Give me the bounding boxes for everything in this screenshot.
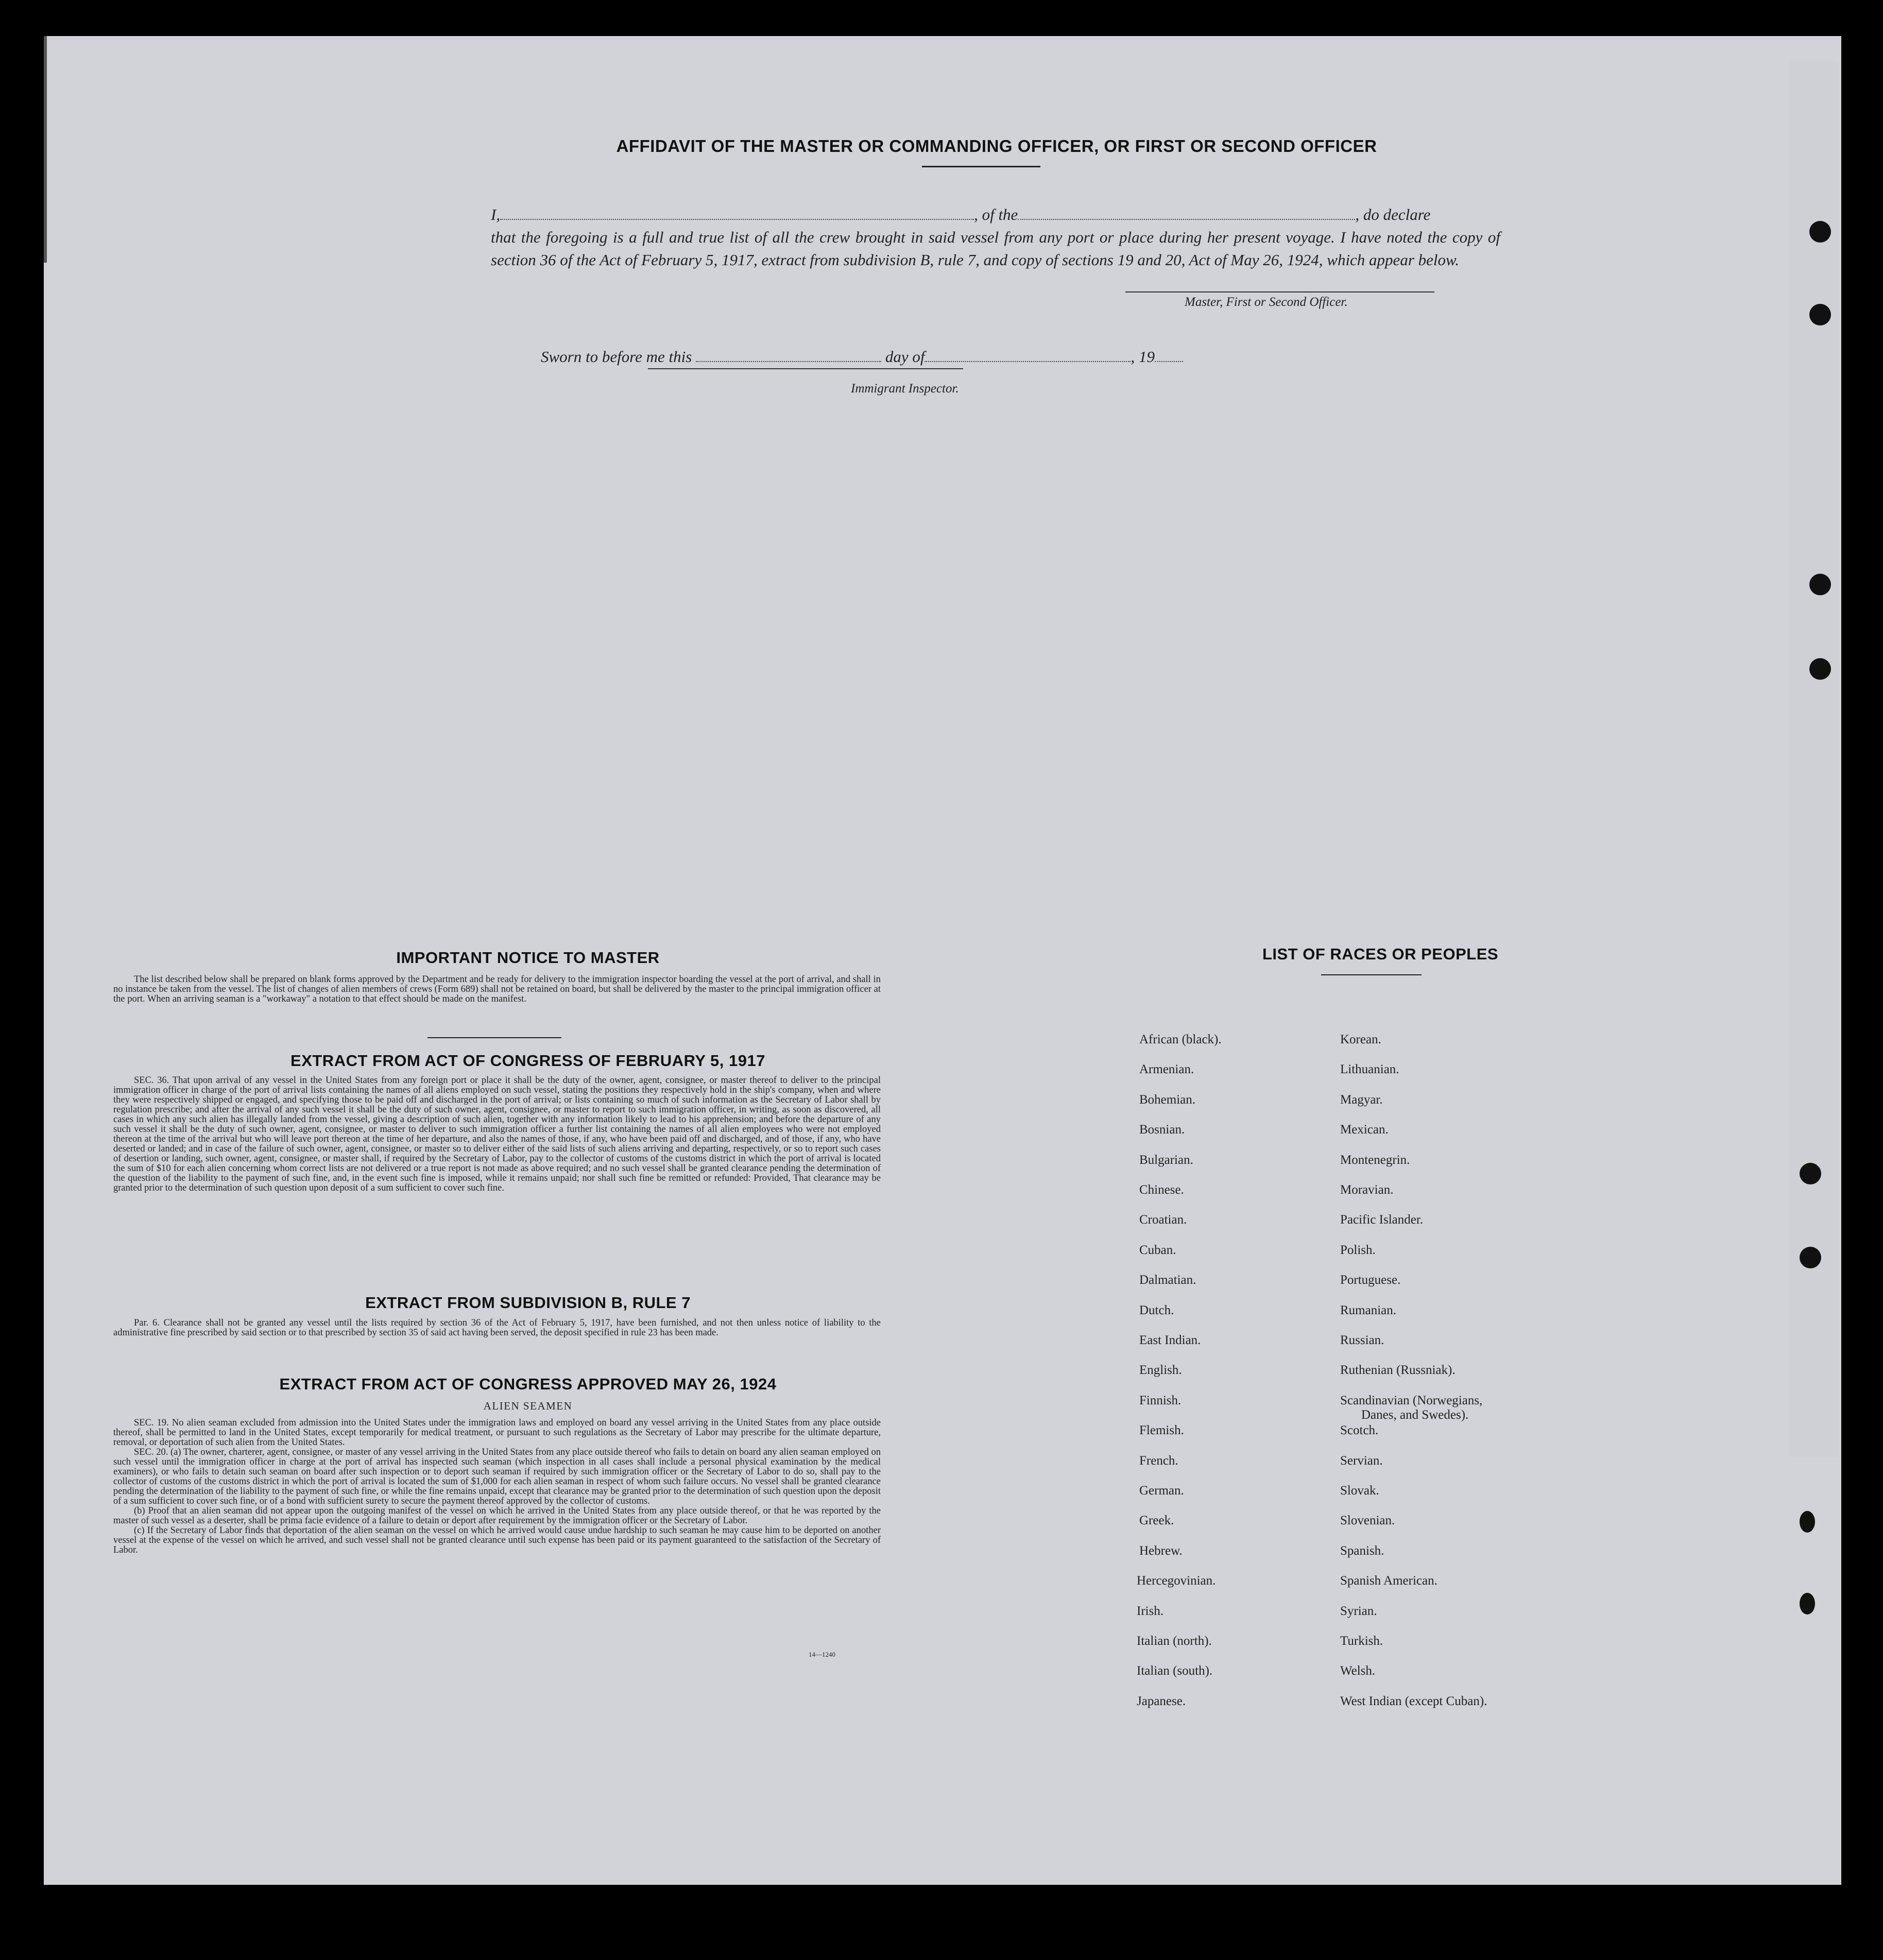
- race-item: East Indian.: [1139, 1333, 1201, 1347]
- name-blank: [500, 209, 974, 220]
- race-item: Bulgarian.: [1139, 1153, 1193, 1167]
- races-rule: [1321, 974, 1422, 975]
- sworn-day-of: day of: [885, 348, 925, 366]
- extract-1924-body: [113, 1418, 881, 1555]
- binding-hole: [1800, 1511, 1815, 1533]
- alien-seamen-subtitle: ALIEN SEAMEN: [483, 1400, 573, 1412]
- race-item: Russian.: [1340, 1333, 1384, 1347]
- sworn-year: , 19: [1131, 348, 1155, 366]
- notice-paragraph: The list described below shall be prepared on blank forms approved by the Department and be ready for delivery to the immigration inspector boarding the vessel at the port of arrival, and shall in no instance be taken from the vessel. The list of changes of alien members of crews (Form 689) shall not be retained on board, but shall be delivered by the master to the principal immigration officer at the port. When an arriving seaman is a "workaway" a notation to that effect should be made on the manifest.: [113, 974, 881, 1004]
- race-item: Montenegrin.: [1340, 1153, 1410, 1167]
- race-item: Italian (north).: [1137, 1634, 1212, 1648]
- race-item: Finnish.: [1139, 1393, 1182, 1407]
- section-rule: [427, 1037, 561, 1038]
- race-item: Chinese.: [1139, 1183, 1184, 1197]
- race-item: Greek.: [1139, 1514, 1174, 1528]
- race-item: Pacific Islander.: [1340, 1213, 1424, 1227]
- inspector-caption: Immigrant Inspector.: [851, 382, 959, 396]
- race-item: Mexican.: [1340, 1123, 1389, 1137]
- binding-hole: [1809, 658, 1831, 680]
- sworn-line: [541, 348, 1183, 366]
- race-item: Hercegovinian.: [1137, 1574, 1216, 1588]
- sec-20b-paragraph: (b) Proof that an alien seaman did not appear upon the outgoing manifest of the vessel on which he arrived in the United States from any place outside thereof, or that he was reported by the master of such vessel as a deserter, shall be prima facie evidence of a failure to detain or deport after requirement by the immigration officer or the Secretary of Labor.: [113, 1506, 881, 1526]
- declaration-i: I,: [491, 205, 501, 223]
- page-fold-shadow: [44, 36, 47, 263]
- binding-hole: [1809, 304, 1831, 325]
- race-item: Croatian.: [1139, 1213, 1187, 1227]
- race-item: Portuguese.: [1340, 1273, 1401, 1287]
- sec-36-paragraph: SEC. 36. That upon arrival of any vessel in the United States from any foreign port or place it shall be the duty of the owner, agent, consignee, or master thereof to deliver to the principal immigration officer in charge of the port of arrival lists containing the names of all aliens employed on such vessel, stating the positions they respectively hold in the ship's company, when and where they were respectively shipped or engaged, and specifying those to be paid off and discharged in the port of arrival; or lists containing so much of such information as the Secretary of Labor shall by regulation prescribe; and after the arrival of any such vessel it shall be the duty of such owner, agent, consignee, or master to report to such immigration officer, in writing, as soon as discovered, all cases in which any such alien has illegally landed from the vessel, giving a description of such alien, together with any information likely to lead to his apprehension; and before the departure of any such vessel it shall be the duty of such owner, agent, consignee, or master to deliver to such immigration officer a further list containing the names of all alien employees who were not employed thereon at the time of the arrival but who will leave port thereon at the time of her departure, and also the names of those, if any, who have been paid off and discharged, and of those, if any, who have deserted or landed; and in case of the failure of such owner, agent, consignee, or master so to deliver either of the said lists of such aliens arriving and departing, respectively, or so to report such cases of desertion or landing, such owner, agent, consignee, or master shall, if required by the Secretary of Labor, pay to the collector of customs of the customs district in which the port of arrival is located the sum of $10 for each alien concerning whom correct lists are not delivered or a true report is not made as above required; and no such vessel shall be granted clearance pending the determination of the question of the liability to the payment of such fine, and, in the event such fine is imposed, while it remains unpaid; nor shall such fine be remitted or refunded: Provided, That clearance may be granted prior to the determination of such question upon deposit of a sum sufficient to cover such fine.: [113, 1075, 881, 1193]
- binding-hole: [1809, 574, 1831, 595]
- title-rule: [922, 166, 1040, 167]
- vessel-blank: [1018, 209, 1355, 220]
- binding-hole: [1800, 1593, 1815, 1614]
- declaration-do-declare: , do declare: [1355, 205, 1431, 223]
- race-item: Rumanian.: [1340, 1303, 1397, 1317]
- race-item: Syrian.: [1340, 1604, 1377, 1618]
- race-item: African (black).: [1139, 1033, 1222, 1046]
- affidavit-declaration: [491, 203, 1500, 271]
- race-item: English.: [1139, 1363, 1182, 1378]
- extract-rule7-title: EXTRACT FROM SUBDIVISION B, RULE 7: [365, 1294, 691, 1312]
- race-item: Bosnian.: [1139, 1123, 1185, 1137]
- race-item: Italian (south).: [1137, 1664, 1213, 1678]
- form-code: 14—1240: [809, 1650, 835, 1658]
- race-item: Cuban.: [1139, 1243, 1176, 1257]
- extract-1924-title: EXTRACT FROM ACT OF CONGRESS APPROVED MAY 26, 1924: [279, 1375, 777, 1393]
- race-item: Moravian.: [1340, 1183, 1394, 1197]
- master-caption: Master, First or Second Officer.: [1185, 295, 1348, 309]
- extract-rule7-body: [113, 1318, 881, 1338]
- race-item: Polish.: [1340, 1243, 1376, 1257]
- sec-20a-paragraph: SEC. 20. (a) The owner, charterer, agent, consignee, or master of any vessel arriving in the United States from any place outside thereof who fails to detain on board any alien seaman employed on such vessel until the immigration officer in charge at the port of arrival has inspected such seaman (which inspection in all cases shall include a personal physical examination by the medical examiners), or who fails to detain such seaman on board after such inspection or to deport such seaman if required by such immigration officer or the Secretary of Labor to do so, shall pay to the collector of customs of the customs district in which the port of arrival is located the sum of $1,000 for each alien seaman in respect of whom such failure occurs. No vessel shall be granted clearance pending the determination of the liability to the payment of such fine, or while the fine remains unpaid, except that clearance may be granted prior to the determination of such question upon the deposit of a sum sufficient to cover such fine, or of a bond with sufficient surety to secure the payment thereof approved by the collector of customs.: [113, 1447, 881, 1506]
- race-item: German.: [1139, 1484, 1184, 1498]
- race-item: Dalmatian.: [1139, 1273, 1196, 1287]
- race-item: Lithuanian.: [1340, 1062, 1399, 1077]
- par-6-paragraph: Par. 6. Clearance shall not be granted any vessel until the lists required by section 36 of the Act of February 5, 1917, have been furnished, and not then unless notice of liability to the administrative fine prescribed by said section or to that prescribed by section 35 of said act having been served, the deposit specified in rule 23 has been made.: [113, 1318, 881, 1338]
- master-signature-line: [1125, 291, 1434, 293]
- sworn-year-blank: [1155, 351, 1183, 362]
- notice-body: [113, 975, 881, 1004]
- races-title: LIST OF RACES OR PEOPLES: [1262, 945, 1499, 963]
- sec-19-paragraph: SEC. 19. No alien seaman excluded from admission into the United States under the immigration laws and employed on board any vessel arriving in the United States from any place outside thereof, shall be permitted to land in the United States, except temporarily for medical treatment, or pursuant to such regulations as the Secretary of Labor may prescribe for the ultimate departure, removal, or deportation of such alien from the United States.: [113, 1418, 881, 1448]
- race-item: Spanish American.: [1340, 1574, 1437, 1588]
- race-item: Bohemian.: [1139, 1092, 1196, 1107]
- sec-20c-paragraph: (c) If the Secretary of Labor finds that deportation of the alien seaman on the vessel on which he arrived would cause undue hardship to such seaman he may cause him to be deported on another vessel at the expense of the vessel on which he arrived, and such vessel shall not be granted clearance until such expense has been paid or its payment guaranteed to the satisfaction of the Secretary of Labor.: [113, 1525, 881, 1555]
- extract-1917-body: [113, 1076, 881, 1193]
- extract-1917-title: EXTRACT FROM ACT OF CONGRESS OF FEBRUARY 5, 1917: [290, 1052, 765, 1070]
- binding-hole: [1800, 1163, 1821, 1184]
- race-item: Korean.: [1340, 1033, 1381, 1046]
- binding-hole: [1809, 221, 1831, 243]
- race-item: Ruthenian (Russniak).: [1340, 1363, 1456, 1378]
- race-item: Spanish.: [1340, 1543, 1384, 1558]
- notice-title: IMPORTANT NOTICE TO MASTER: [396, 949, 660, 967]
- race-item: Servian.: [1340, 1453, 1383, 1468]
- affidavit-title: AFFIDAVIT OF THE MASTER OR COMMANDING OFFICER, OR FIRST OR SECOND OFFICER: [616, 136, 1377, 156]
- race-item: Flemish.: [1139, 1423, 1184, 1438]
- sworn-month-blank: [925, 351, 1131, 362]
- race-item: Scandinavian (Norwegians,: [1340, 1393, 1483, 1407]
- sworn-date-blank: [696, 351, 881, 362]
- race-item: Irish.: [1137, 1604, 1164, 1618]
- sworn-prefix: Sworn to before me this: [541, 348, 692, 366]
- race-item: Magyar.: [1340, 1092, 1383, 1107]
- inspector-signature-line: [648, 368, 963, 369]
- document-page: [44, 36, 1841, 1885]
- race-item: Hebrew.: [1139, 1543, 1183, 1558]
- binding-hole: [1800, 1247, 1821, 1268]
- race-item: West Indian (except Cuban).: [1340, 1694, 1487, 1708]
- race-item: Dutch.: [1139, 1303, 1174, 1317]
- race-item: Danes, and Swedes).: [1361, 1407, 1469, 1422]
- race-item: Slovenian.: [1340, 1514, 1395, 1528]
- race-item: Slovak.: [1340, 1484, 1379, 1498]
- race-item: Welsh.: [1340, 1664, 1376, 1678]
- race-item: Turkish.: [1340, 1634, 1383, 1648]
- race-item: Japanese.: [1137, 1694, 1186, 1708]
- declaration-body: that the foregoing is a full and true list of all the crew brought in said vessel from any port or place during her present voyage. I have noted the copy of section 36 of the Act of February 5, 1917, extract from subdivision B, rule 7, and copy of sections 19 and 20, Act of May 26, 1924, which appear below.: [491, 228, 1500, 269]
- race-item: French.: [1139, 1453, 1178, 1468]
- race-item: Armenian.: [1139, 1062, 1194, 1077]
- declaration-of-the: , of the: [974, 205, 1018, 223]
- race-item: Scotch.: [1340, 1423, 1379, 1438]
